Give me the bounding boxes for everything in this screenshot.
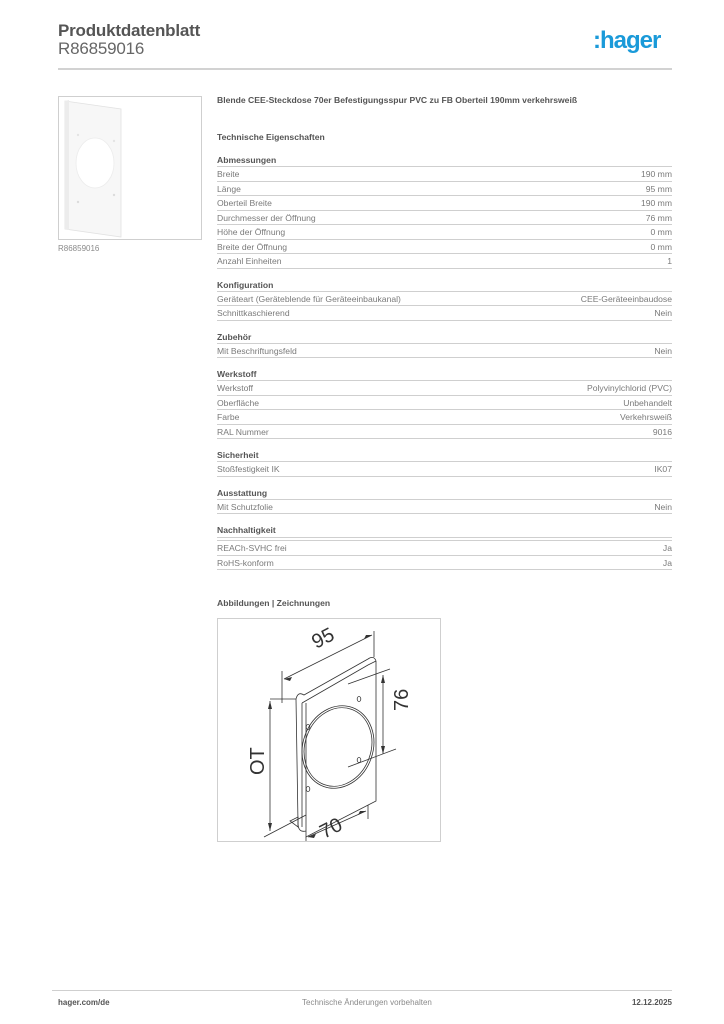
product-image [58, 96, 202, 240]
section-nachhaltigkeit [217, 524, 672, 570]
row-value: 9016 [652, 426, 672, 437]
row-label: Mit Beschriftungsfeld [217, 345, 297, 356]
table-row [217, 462, 672, 477]
section-title: Konfiguration [217, 279, 672, 292]
table-row [217, 254, 672, 269]
row-label: Anzahl Einheiten [217, 256, 282, 266]
row-value: CEE-Geräteeinbaudose [580, 293, 672, 304]
section-title: Sicherheit [217, 449, 672, 462]
table-row [217, 306, 672, 321]
section-ausstattung [217, 487, 672, 515]
row-label: RAL Nummer [217, 426, 269, 437]
footer-notice: Technische Änderungen vorbehalten [302, 998, 432, 1007]
row-label: RoHS-konform [217, 557, 274, 568]
row-label: Oberfläche [217, 397, 260, 408]
row-label: Farbe [217, 412, 240, 422]
blind-plate-icon [59, 97, 201, 239]
row-label: REACh-SVHC frei [217, 543, 287, 553]
table-row [217, 211, 672, 226]
row-value: 95 mm [645, 183, 672, 194]
row-value: Verkehrsweiß [619, 412, 672, 422]
row-label: Geräteart (Geräteblende für Geräteeinbaukanal) [217, 293, 401, 304]
dimension-95-label: 95 [308, 623, 339, 654]
dimension-drawing-icon [218, 619, 440, 841]
row-value: Ja [662, 557, 672, 568]
table-row [217, 410, 672, 425]
footer-divider [52, 990, 672, 991]
dimension-ot-label: OT [247, 747, 269, 775]
table-row [217, 292, 672, 307]
table-row [217, 396, 672, 411]
row-value: Unbehandelt [623, 397, 672, 408]
row-value: Ja [662, 543, 672, 553]
dimension-70-label: 70 [316, 813, 347, 841]
footer-date: 12.12.2025 [631, 998, 672, 1007]
section-zubehoer [217, 331, 672, 359]
row-label: Breite [217, 169, 240, 179]
table-row [217, 167, 672, 182]
table-row [217, 500, 672, 515]
row-value: Nein [654, 501, 672, 512]
section-title: Ausstattung [217, 487, 672, 500]
row-value: IK07 [654, 464, 672, 474]
row-value: 76 mm [645, 212, 672, 223]
row-value: 190 mm [640, 198, 672, 208]
row-value: Nein [654, 308, 672, 318]
header-divider [58, 68, 672, 70]
table-row [217, 240, 672, 255]
table-row [217, 182, 672, 197]
row-value: Nein [654, 345, 672, 356]
table-row [217, 225, 672, 240]
row-value: 0 mm [650, 227, 672, 237]
row-value: 190 mm [640, 169, 672, 179]
row-label: Durchmesser der Öffnung [217, 212, 316, 223]
table-row [217, 196, 672, 211]
row-value: 1 [667, 256, 672, 266]
table-row [217, 425, 672, 440]
table-row [217, 344, 672, 359]
row-value: 0 mm [650, 241, 672, 252]
section-title: Nachhaltigkeit [217, 524, 672, 538]
row-value: Polyvinylchlorid (PVC) [586, 383, 672, 393]
product-name: Blende CEE-Steckdose 70er Befestigungsspur PVC zu FB Oberteil 190mm verkehrsweiß [217, 95, 578, 105]
section-title: Zubehör [217, 331, 672, 344]
row-label: Oberteil Breite [217, 198, 272, 208]
figures-heading: Abbildungen | Zeichnungen [217, 598, 331, 608]
section-title: Abmessungen [217, 154, 672, 167]
row-label: Mit Schutzfolie [217, 501, 273, 512]
row-label: Länge [217, 183, 241, 194]
section-werkstoff [217, 368, 672, 439]
product-image-caption: R86859016 [58, 244, 100, 253]
product-details [217, 93, 672, 570]
table-row [217, 540, 672, 556]
row-label: Schnittkaschierend [217, 308, 290, 318]
row-label: Werkstoff [217, 383, 253, 393]
row-label: Höhe der Öffnung [217, 227, 286, 237]
row-label: Breite der Öffnung [217, 241, 288, 252]
section-abmessungen [217, 154, 672, 269]
row-label: Stoßfestigkeit IK [217, 464, 280, 474]
hager-logo: :hager [593, 27, 661, 54]
section-konfiguration [217, 279, 672, 321]
technical-drawing [217, 618, 441, 842]
article-number: R86859016 [58, 39, 145, 58]
footer-website-link[interactable]: hager.com/de [58, 998, 110, 1007]
table-row [217, 381, 672, 396]
dimension-76-label: 76 [391, 688, 413, 711]
table-row [217, 556, 672, 571]
technical-properties-heading: Technische Eigenschaften [217, 132, 325, 142]
section-title: Werkstoff [217, 368, 672, 381]
page-title: Produktdatenblatt [58, 21, 201, 40]
section-sicherheit [217, 449, 672, 477]
